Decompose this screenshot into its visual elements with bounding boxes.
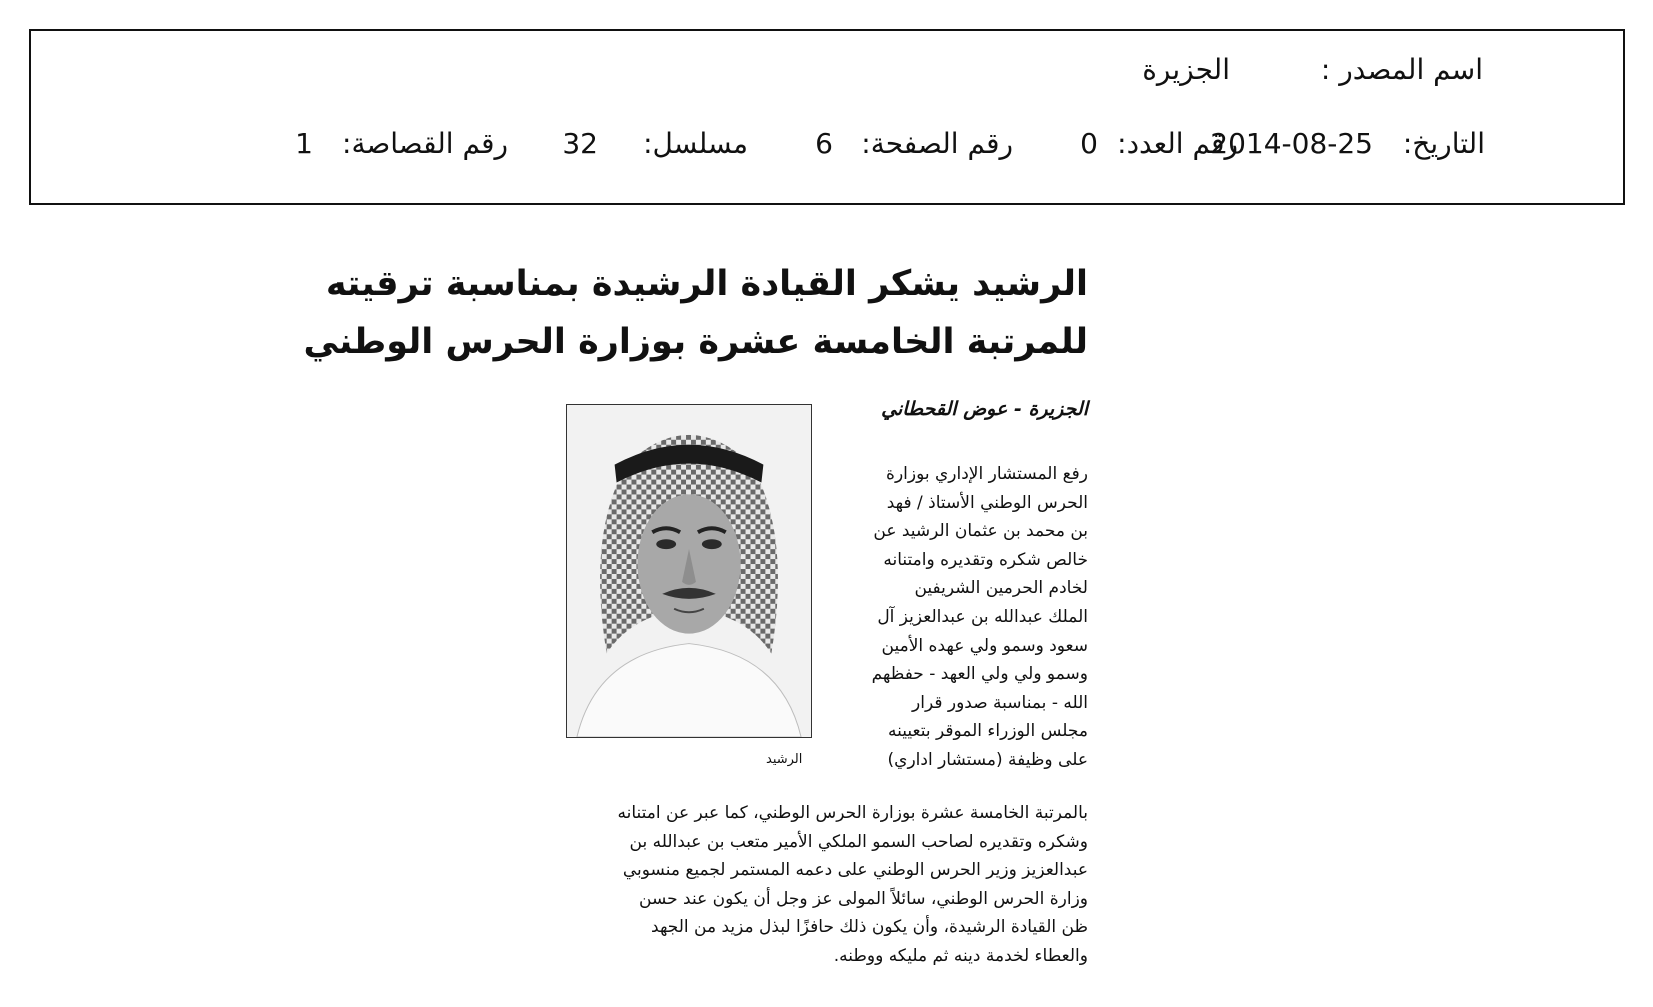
body-line: الله - بمناسبة صدور قرار [912, 692, 1088, 713]
portrait-person-icon [567, 405, 811, 737]
body-line: وزارة الحرس الوطني، سائلاً المولى عز وجل أن يكون عند حسن [639, 888, 1088, 909]
byline-separator: - [1007, 398, 1029, 420]
clip-label: رقم القصاصة: [342, 127, 508, 160]
body-line: خالص شكره وتقديره وامتنانه [883, 549, 1088, 570]
newspaper-logo-text: الجزيرة [1028, 398, 1088, 420]
body-line: بن محمد بن عثمان الرشيد عن [873, 521, 1088, 542]
body-line: الحرس الوطني الأستاذ / فهد [886, 492, 1088, 513]
body-line: وسمو ولي ولي العهد - حفظهم [871, 664, 1088, 685]
body-line: وشكره وتقديره لصاحب السمو الملكي الأمير متعب بن عبدالله بن [629, 831, 1088, 852]
issue-label: رقم العدد: [1117, 127, 1238, 160]
article-headline [303, 255, 1088, 371]
source-value: الجزيرة [1142, 53, 1230, 86]
page-value: 6 [815, 127, 833, 160]
clip-value: 1 [295, 127, 313, 160]
serial-label: مسلسل: [643, 127, 748, 160]
body-line: الملك عبدالله بن عبدالعزيز آل [877, 606, 1088, 627]
page-label: رقم الصفحة: [861, 127, 1013, 160]
body-line: عبدالعزيز وزير الحرس الوطني على دعمه المستمر لجميع منسوبي [622, 860, 1088, 881]
body-line: ظن القيادة الرشيدة، وأن يكون ذلك حافزًا لبذل مزيد من الجهد [651, 917, 1088, 938]
source-label: اسم المصدر : [1320, 53, 1483, 86]
headline-line: الرشيد يشكر القيادة الرشيدة بمناسبة ترقيته [325, 264, 1088, 304]
headline-line: للمرتبة الخامسة عشرة بوزارة الحرس الوطني [303, 322, 1088, 362]
body-line: رفع المستشار الإداري بوزارة [886, 464, 1088, 484]
body-line: لخادم الحرمين الشريفين [914, 578, 1088, 599]
portrait-photo [566, 404, 812, 738]
byline-author: عوض القحطاني [881, 398, 1008, 420]
photo-caption: الرشيد [766, 752, 803, 767]
issue-value: 0 [1080, 127, 1098, 160]
body-line: والعطاء لخدمة دينه ثم مليكه ووطنه. [833, 945, 1088, 966]
article-body-column-right [826, 460, 1088, 775]
body-line: سعود وسمو ولي عهده الأمين [881, 635, 1088, 656]
article-body-full-width [560, 799, 1088, 971]
serial-value: 32 [562, 127, 598, 160]
body-line: مجلس الوزراء الموقر بتعيينه [888, 721, 1088, 742]
date-label: التاريخ: [1402, 127, 1485, 160]
date-value: 2014-08-25 [1210, 127, 1373, 160]
article-byline [881, 398, 1088, 420]
body-line: بالمرتبة الخامسة عشرة بوزارة الحرس الوطني، كما عبر عن امتنانه [617, 803, 1088, 823]
body-line: على وظيفة (مستشار اداري) [887, 749, 1088, 770]
